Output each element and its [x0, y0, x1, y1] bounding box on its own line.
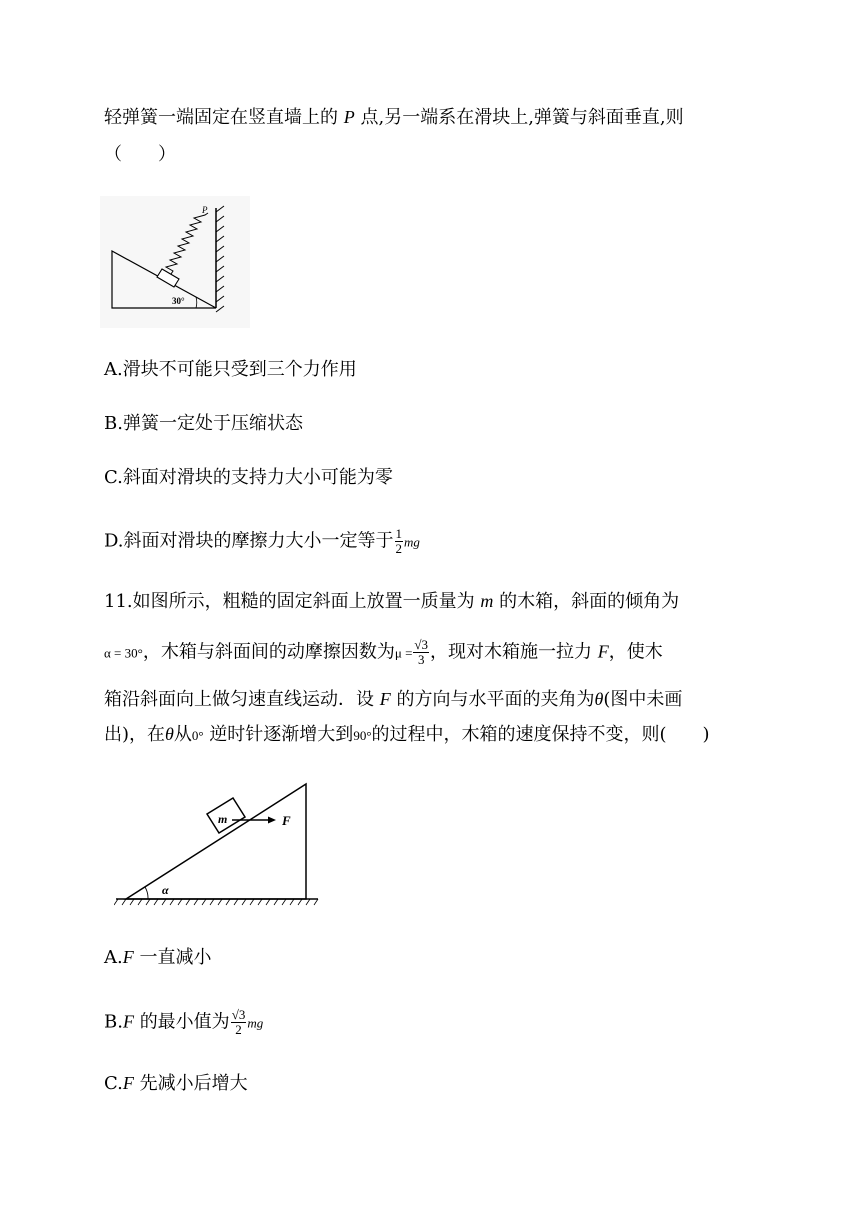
q11-text-2a: ，木箱与斜面间的动摩擦因数为: [142, 641, 395, 663]
frac-numerator: 1: [395, 526, 403, 541]
q11-line-4: [104, 723, 710, 747]
q11-option-b-text: 的最小值为: [139, 1011, 230, 1033]
q11-option-b: [104, 1008, 263, 1037]
q11-var-m: m: [480, 591, 494, 611]
fraction-sqrt3-over-3: [413, 638, 429, 667]
fig1-angle-label: 30°: [172, 296, 185, 306]
q10-option-d-text: D.斜面对滑块的摩擦力大小一定等于: [104, 530, 394, 552]
q11-option-b-letter: B.: [104, 1011, 123, 1033]
frac-numerator: √3: [414, 637, 429, 652]
q11-option-a-f: F: [122, 947, 134, 967]
fig2-label-m: m: [218, 812, 228, 826]
q11-var-theta: θ: [594, 689, 604, 709]
fraction-one-half: [395, 527, 404, 556]
q11-option-c-letter: C.: [104, 1073, 123, 1094]
frac-denominator: 3: [417, 652, 425, 667]
q11-mu-label: μ =: [394, 645, 413, 661]
q11-text-3b: 的方向与水平面的夹角为: [396, 689, 595, 710]
q10-option-c: C.斜面对滑块的支持力大小可能为零: [104, 467, 393, 488]
intro-text-b: 点,另一端系在滑块上,弹簧与斜面垂直,则: [360, 107, 684, 128]
fig2-label-f: F: [282, 813, 291, 828]
mg-term: mg: [247, 1015, 264, 1031]
fraction-sqrt3-over-2: [231, 1008, 247, 1037]
q11-var-f-2: F: [379, 689, 391, 709]
frac-numerator: √3: [231, 1007, 246, 1022]
q10-option-d: [104, 527, 420, 556]
q11-var-theta-2: θ: [165, 724, 174, 744]
q11-var-f: F: [597, 641, 609, 662]
q11-option-a-letter: A.: [104, 947, 123, 968]
q11-text-4b: 从: [173, 724, 192, 745]
q11-text-3c: (图中未画: [603, 689, 683, 710]
q11-text-1b: 的木箱，斜面的倾角为: [499, 591, 680, 612]
q11-text-2c: ，使木: [608, 641, 663, 663]
q10-option-a: A.滑块不可能只受到三个力作用: [104, 359, 357, 380]
q11-option-c-text: 先减小后增大: [139, 1073, 248, 1094]
q11-text-2b: ，现对木箱施一拉力: [430, 641, 593, 663]
q11-text-4a: 出)，在: [104, 724, 166, 745]
q11-option-a: [104, 946, 211, 969]
intro-var-p: P: [343, 107, 355, 127]
fig1-label-p: P: [202, 205, 208, 215]
q11-text-1a: 11.如图所示，粗糙的固定斜面上放置一质量为: [104, 591, 475, 612]
q11-option-c-f: F: [122, 1073, 134, 1093]
fig2-label-alpha: α: [162, 883, 169, 897]
q11-text-4d: 的过程中，木箱的速度保持不变，则( ): [371, 724, 710, 745]
q11-line-1: [104, 590, 679, 613]
q11-line-3: [104, 688, 682, 711]
mg-term: mg: [404, 534, 420, 550]
q11-alpha-value: α = 30°: [104, 645, 143, 661]
q11-ninety-degree: 90°: [353, 728, 372, 743]
q10-option-b: B.弹簧一定处于压缩状态: [104, 413, 303, 434]
intro-text-a: 轻弹簧一端固定在竖直墙上的: [104, 107, 338, 128]
frac-denominator: 2: [235, 1022, 242, 1037]
q11-option-b-f: F: [122, 1011, 134, 1032]
intro-line-1: [104, 106, 684, 129]
q11-zero-degree: 0°: [191, 728, 204, 743]
q11-option-a-text: 一直减小: [139, 947, 212, 968]
figure-incline-spring: [100, 196, 250, 328]
figure-incline-box: [114, 778, 324, 913]
q11-option-c: [104, 1072, 248, 1095]
intro-paren: （ ）: [104, 144, 176, 165]
q11-text-4c: 逆时针逐渐增大到: [209, 724, 354, 745]
frac-denominator: 2: [395, 541, 403, 556]
q11-line-2: [104, 638, 663, 667]
q11-text-3a: 箱沿斜面向上做匀速直线运动．设: [104, 689, 374, 710]
